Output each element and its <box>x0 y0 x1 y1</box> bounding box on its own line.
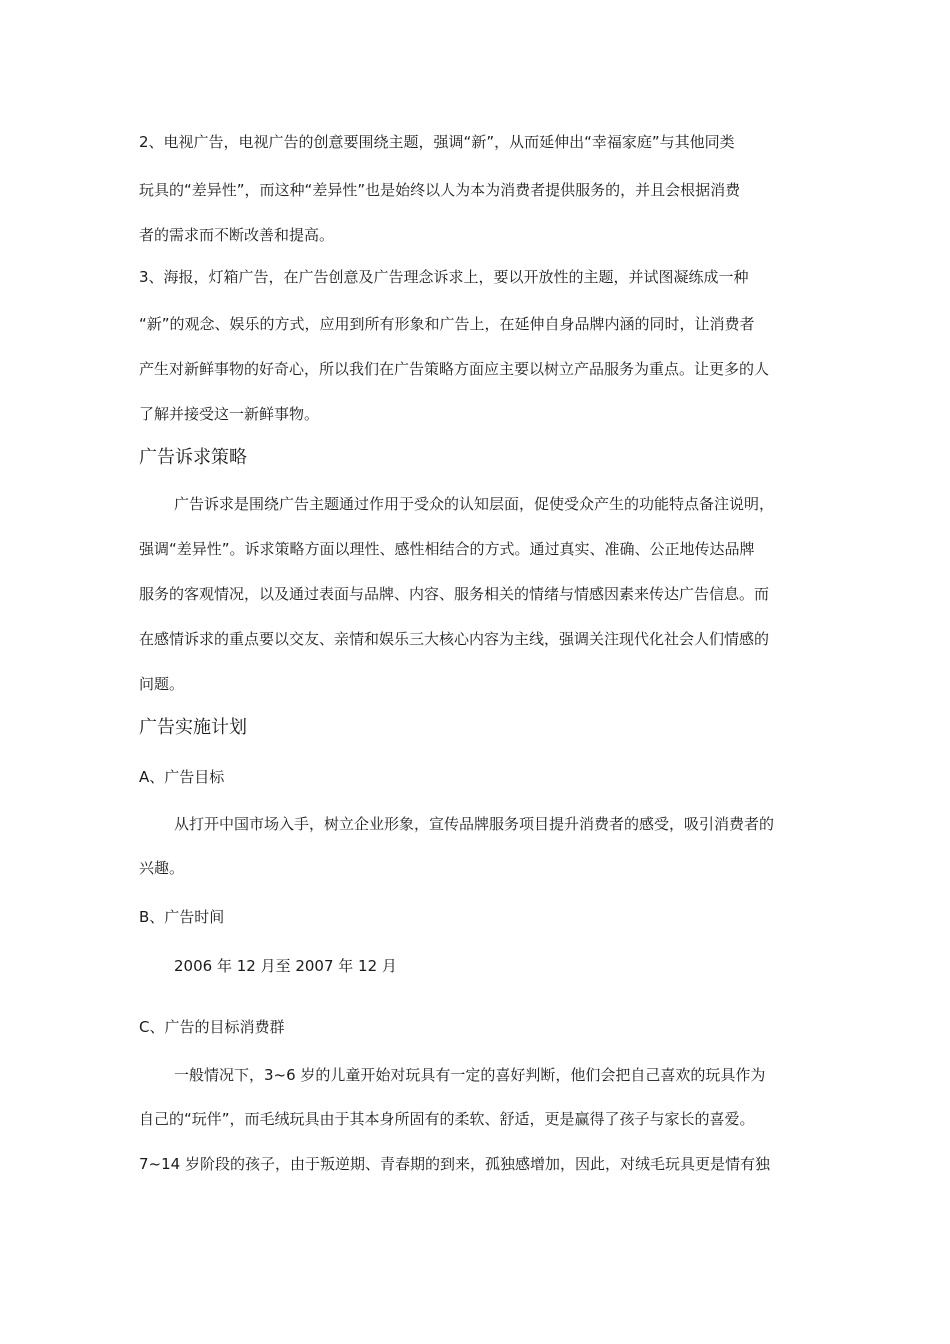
time-label: B、广告时间 <box>139 908 225 926</box>
goal-label: A、广告目标 <box>139 768 225 786</box>
tv-ad-line-2: 玩具的“差异性”，而这种“差异性”也是始终以人为本为消费者提供服务的，并且会根据消费 <box>139 181 741 199</box>
poster-ad-line-2: “新”的观念、娱乐的方式，应用到所有形象和广告上，在延伸自身品牌内涵的同时，让消费者 <box>139 315 755 333</box>
tv-ad-line-3: 者的需求而不断改善和提高。 <box>139 226 335 244</box>
poster-ad-line-3: 产生对新鲜事物的好奇心，所以我们在广告策略方面应主要以树立产品服务为重点。让更多的人 <box>139 360 770 378</box>
target-line-1: 一般情况下，3~6 岁的儿童开始对玩具有一定的喜好判断，他们会把自己喜欢的玩具作为 <box>174 1066 766 1084</box>
target-label: C、广告的目标消费群 <box>139 1018 285 1036</box>
appeal-line-4: 在感情诉求的重点要以交友、亲情和娱乐三大核心内容为主线，强调关注现代化社会人们情感的 <box>139 630 770 648</box>
plan-heading: 广告实施计划 <box>139 717 247 738</box>
appeal-line-1: 广告诉求是围绕广告主题通过作用于受众的认知层面，促使受众产生的功能特点备注说明， <box>174 495 775 513</box>
appeal-heading: 广告诉求策略 <box>139 447 247 468</box>
appeal-line-3: 服务的客观情况，以及通过表面与品牌、内容、服务相关的情绪与情感因素来传达广告信息。而 <box>139 585 770 603</box>
target-line-2: 自己的“玩伴”，而毛绒玩具由于其本身所固有的柔软、舒适，更是赢得了孩子与家长的喜爱。 <box>139 1110 755 1128</box>
goal-line-1: 从打开中国市场入手，树立企业形象，宣传品牌服务项目提升消费者的感受，吸引消费者的 <box>174 815 775 833</box>
poster-ad-line-4: 了解并接受这一新鲜事物。 <box>139 405 320 423</box>
time-value: 2006 年 12 月至 2007 年 12 月 <box>174 957 397 975</box>
goal-line-2: 兴趣。 <box>139 859 185 877</box>
target-line-3: 7~14 岁阶段的孩子，由于叛逆期、青春期的到来，孤独感增加，因此，对绒毛玩具更是情有独 <box>139 1155 770 1173</box>
poster-ad-line-1: 3、海报，灯箱广告，在广告创意及广告理念诉求上，要以开放性的主题，并试图凝练成一种 <box>139 268 749 286</box>
tv-ad-line-1: 2、电视广告，电视广告的创意要围绕主题，强调“新”，从而延伸出“幸福家庭”与其他同类 <box>139 133 735 151</box>
appeal-line-2: 强调“差异性”。诉求策略方面以理性、感性相结合的方式。通过真实、准确、公正地传达品牌 <box>139 540 755 558</box>
appeal-line-5: 问题。 <box>139 675 185 693</box>
